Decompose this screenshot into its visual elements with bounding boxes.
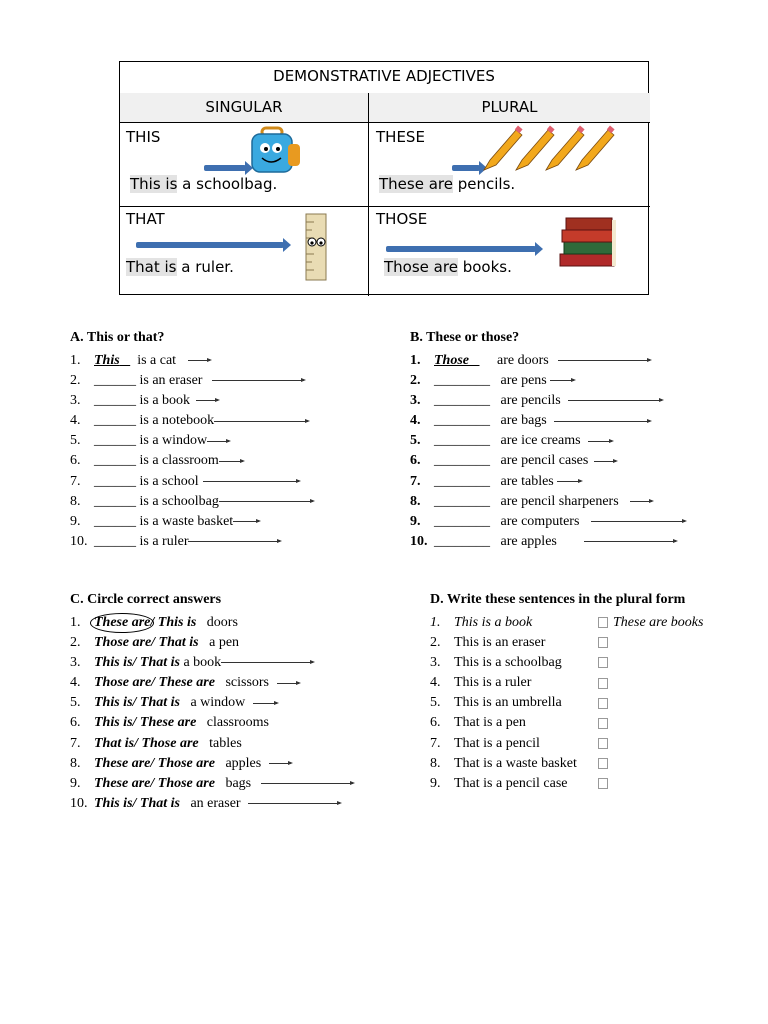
answer-blank[interactable]: ________ xyxy=(434,513,490,529)
list-item: 4. ______ is a notebook xyxy=(70,411,370,431)
list-item: 1. This is a cat xyxy=(70,351,370,371)
list-item: 3. This is/ That is a book xyxy=(70,653,390,673)
word-these: THESE xyxy=(376,128,425,146)
answer-blank[interactable]: ________ xyxy=(434,413,490,429)
answer-blank[interactable]: ________ xyxy=(434,373,490,389)
answer-blank[interactable]: ______ xyxy=(94,533,136,549)
table-title: DEMONSTRATIVE ADJECTIVES xyxy=(120,62,648,94)
list-item: 2. Those are/ That is a pen xyxy=(70,635,240,651)
list-item: 10. ______ is a ruler xyxy=(70,532,370,552)
list-item: 6. This is/ These are classrooms xyxy=(70,715,269,731)
arrow-box-icon xyxy=(598,678,608,689)
section-a xyxy=(70,330,370,552)
list-item: 7. That is a pencil xyxy=(430,734,730,754)
list-item: 6. That is a pen xyxy=(430,713,730,733)
answer-blank[interactable]: ______ xyxy=(94,393,136,409)
answer-choice[interactable]: This is/ That is xyxy=(94,655,180,671)
list-item: 5. ______ is a window xyxy=(70,431,370,451)
section-c xyxy=(70,592,390,814)
list-item: 9. That is a pencil case xyxy=(430,774,730,794)
answer-choice[interactable]: This is/ That is xyxy=(94,795,180,811)
list-item: 2. ________ are pens xyxy=(410,371,710,391)
word-this: THIS xyxy=(126,128,161,146)
answer-blank[interactable]: ______ xyxy=(94,493,136,509)
answer-blank[interactable]: ______ xyxy=(94,473,136,489)
row-divider xyxy=(120,206,650,207)
sentence-this: This is a schoolbag. xyxy=(130,175,278,193)
answer-blank[interactable]: ______ xyxy=(94,373,136,389)
arrow-icon xyxy=(204,165,246,171)
list-item: 5. This is/ That is a window xyxy=(70,693,390,713)
list-item: 4. ________ are bags xyxy=(410,411,710,431)
list-item: 7. That is/ Those are tables xyxy=(70,735,242,751)
answer-blank[interactable]: ________ xyxy=(434,533,490,549)
list-item: 9. ______ is a waste basket xyxy=(70,512,370,532)
list-item: 9. These are/ Those are bags xyxy=(70,774,390,794)
answer-field[interactable]: These are books xyxy=(613,615,704,630)
section-b-heading: B. These or those? xyxy=(410,330,520,345)
answer-circle xyxy=(90,613,154,633)
arrow-icon xyxy=(136,242,284,248)
list-item: 10. This is/ That is an eraser xyxy=(70,794,390,814)
answer-choice[interactable]: These are/ Those are xyxy=(94,755,215,771)
answer-choice[interactable]: This is/ These are xyxy=(94,715,197,731)
answer-blank[interactable]: ______ xyxy=(94,433,136,449)
arrow-box-icon xyxy=(598,637,608,648)
pencils-icon xyxy=(480,124,615,174)
demonstratives-table xyxy=(119,61,649,295)
arrow-icon xyxy=(386,246,536,252)
answer-blank[interactable]: ________ xyxy=(434,493,490,509)
word-those: THOSE xyxy=(376,210,428,228)
list-item: 9. ________ are computers xyxy=(410,512,710,532)
sentence-these: These are pencils. xyxy=(379,175,516,193)
list-item: 4. This is a ruler xyxy=(430,673,730,693)
section-b xyxy=(410,330,710,552)
list-item: 8. ______ is a schoolbag xyxy=(70,492,370,512)
answer-blank[interactable]: ______ xyxy=(94,513,136,529)
schoolbag-icon xyxy=(244,124,310,176)
section-d xyxy=(430,592,730,794)
books-icon xyxy=(556,210,620,272)
list-item: 6. ________ are pencil cases xyxy=(410,451,710,471)
list-item: 1. Those are doors xyxy=(410,351,710,371)
arrow-box-icon xyxy=(598,657,608,668)
arrow-box-icon xyxy=(598,617,608,628)
sentence-that: That is a ruler. xyxy=(126,258,234,276)
section-a-heading: A. This or that? xyxy=(70,330,165,345)
answer-choice[interactable]: Those are/ These are xyxy=(94,675,215,691)
plural-header: PLURAL xyxy=(369,93,650,123)
sentence-those: Those are books. xyxy=(384,258,512,276)
arrow-box-icon xyxy=(598,778,608,789)
list-item: 3. This is a schoolbag xyxy=(430,653,730,673)
section-d-heading: D. Write these sentences in the plural form xyxy=(430,592,686,607)
answer-blank[interactable]: ______ xyxy=(94,413,136,429)
list-item: 4. Those are/ These are scissors xyxy=(70,673,390,693)
answer-blank[interactable]: ________ xyxy=(434,393,490,409)
word-that: THAT xyxy=(126,210,165,228)
arrow-box-icon xyxy=(598,698,608,709)
answer-choice[interactable]: These are/ This is xyxy=(94,615,197,630)
column-divider xyxy=(368,93,369,296)
list-item: 2. ______ is an eraser xyxy=(70,371,370,391)
ruler-icon xyxy=(298,212,334,282)
list-item: 2. This is an eraser xyxy=(430,633,730,653)
list-item: 1. These are/ This is doors xyxy=(70,613,390,633)
answer-blank[interactable]: ______ xyxy=(94,453,136,469)
singular-header: SINGULAR xyxy=(120,93,368,123)
list-item: 8. ________ are pencil sharpeners xyxy=(410,492,710,512)
section-c-heading: C. Circle correct answers xyxy=(70,592,222,607)
arrow-icon xyxy=(452,165,480,171)
answer-choice[interactable]: That is/ Those are xyxy=(94,735,199,751)
list-item: 7. ______ is a school xyxy=(70,472,370,492)
answer-choice[interactable]: This is/ That is xyxy=(94,695,180,711)
answer-blank[interactable]: ________ xyxy=(434,453,490,469)
answer-blank[interactable]: ________ xyxy=(434,473,490,489)
answer-choice[interactable]: These are/ Those are xyxy=(94,775,215,791)
list-item: 3. ______ is a book xyxy=(70,391,370,411)
list-item: 7. ________ are tables xyxy=(410,472,710,492)
list-item: 10. ________ are apples xyxy=(410,532,710,552)
list-item: 8. That is a waste basket xyxy=(430,754,730,774)
answer-blank[interactable]: ________ xyxy=(434,433,490,449)
list-item: 3. ________ are pencils xyxy=(410,391,710,411)
list-item: 5. This is an umbrella xyxy=(430,693,730,713)
arrow-box-icon xyxy=(598,758,608,769)
list-item: 5. ________ are ice creams xyxy=(410,431,710,451)
arrow-box-icon xyxy=(598,738,608,749)
list-item: 6. ______ is a classroom xyxy=(70,451,370,471)
arrow-box-icon xyxy=(598,718,608,729)
list-item: 1. This is a book These are books xyxy=(430,615,704,630)
answer-choice[interactable]: Those are/ That is xyxy=(94,635,199,651)
list-item: 8. These are/ Those are apples xyxy=(70,754,390,774)
